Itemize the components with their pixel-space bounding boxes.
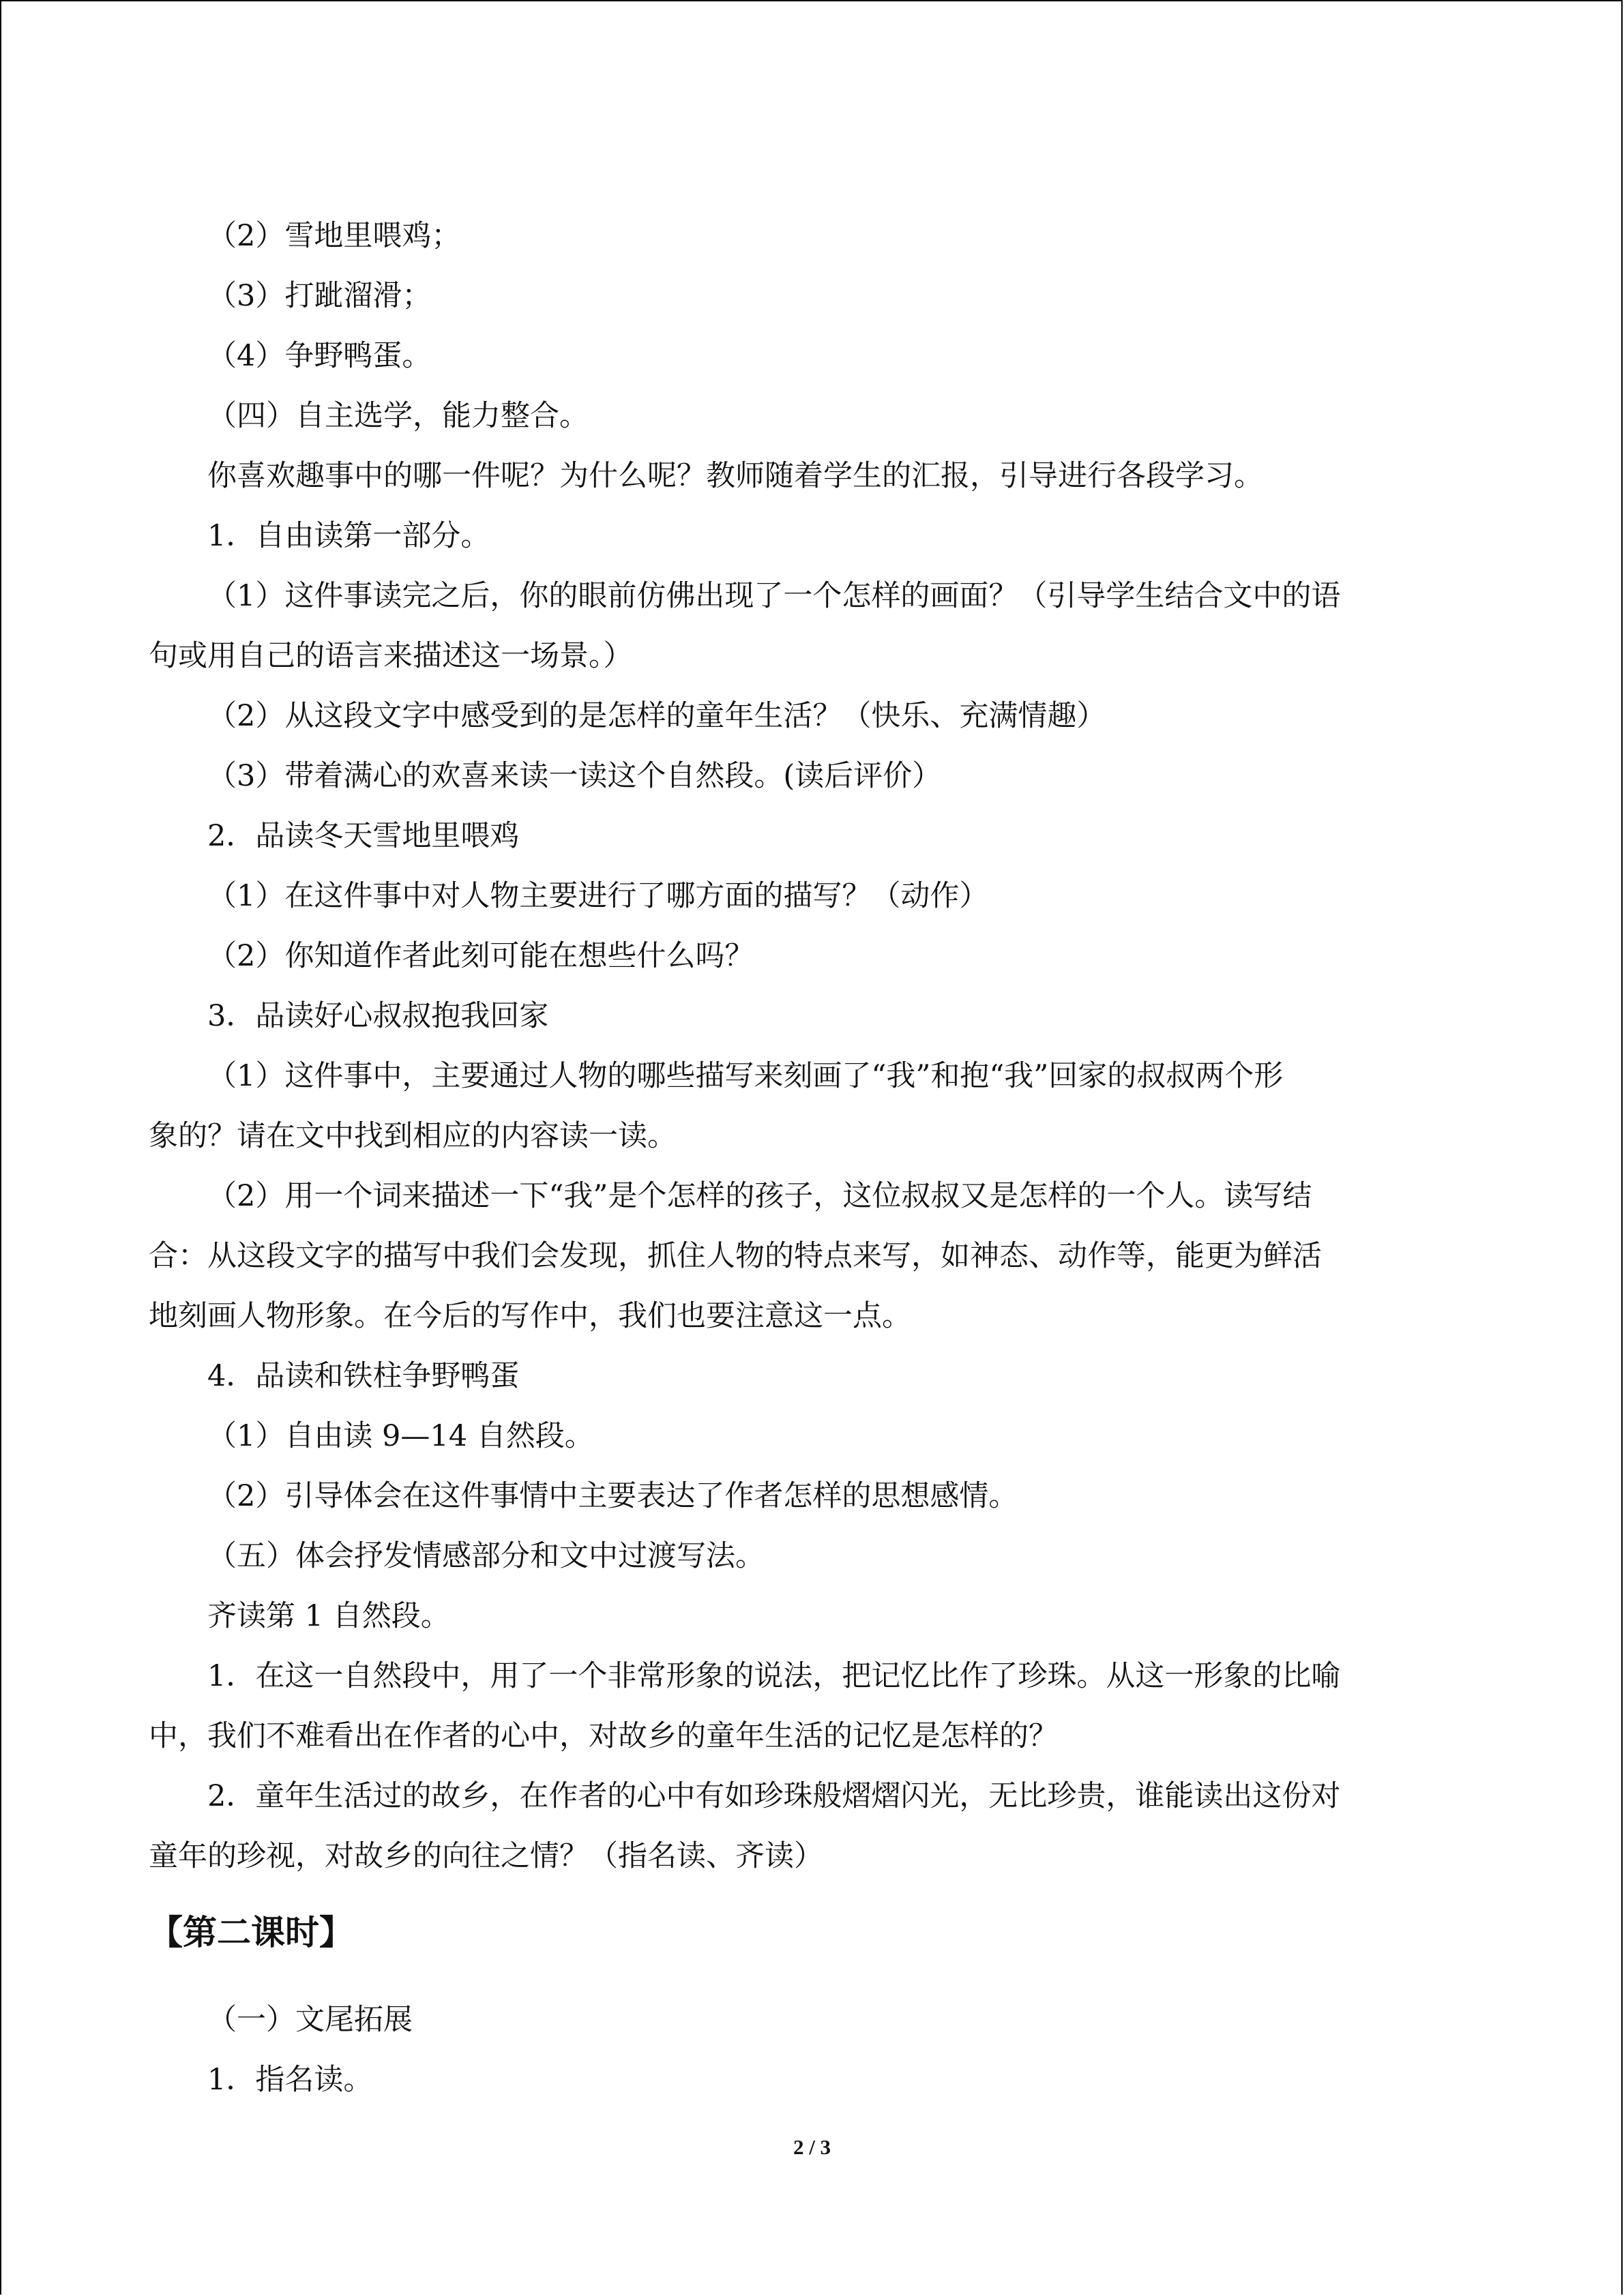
text-line: 1．在这一自然段中，用了一个非常形象的说法，把记忆比作了珍珠。从这一形象的比喻 [207, 1659, 1341, 1693]
page-number: 2 / 3 [793, 2135, 831, 2159]
text-line: （2）引导体会在这件事情中主要表达了作者怎样的思想感情。 [207, 1479, 1018, 1513]
text-line: （2）用一个词来描述一下“我”是个怎样的孩子，这位叔叔又是怎样的一个人。读写结 [207, 1179, 1312, 1213]
text-line: 合：从这段文字的描写中我们会发现，抓住人物的特点来写，如神态、动作等，能更为鲜活 [149, 1239, 1322, 1273]
text-line: 象的？请在文中找到相应的内容读一读。 [149, 1119, 677, 1153]
text-line: （2）你知道作者此刻可能在想些什么吗？ [207, 939, 754, 973]
text-line: 句或用自己的语言来描述这一场景。） [149, 639, 633, 673]
text-line: 4．品读和铁柱争野鸭蛋 [207, 1359, 520, 1393]
text-line: 童年的珍视，对故乡的向往之情？（指名读、齐读） [149, 1839, 823, 1873]
text-line: （3）打跐溜滑； [207, 279, 432, 313]
text-line: （2）雪地里喂鸡； [207, 219, 461, 253]
text-line: 中，我们不难看出在作者的心中，对故乡的童年生活的记忆是怎样的？ [149, 1719, 1058, 1753]
text-line: 1．指名读。 [207, 2063, 373, 2097]
text-line: 地刻画人物形象。在今后的写作中，我们也要注意这一点。 [149, 1299, 911, 1333]
text-line: 2．品读冬天雪地里喂鸡 [207, 819, 520, 853]
text-line: （1）这件事读完之后，你的眼前仿佛出现了一个怎样的画面？（引导学生结合文中的语 [207, 579, 1341, 613]
text-line: （1）在这件事中对人物主要进行了哪方面的描写？（动作） [207, 879, 989, 913]
document-body [149, 206, 1475, 2110]
text-line: 齐读第 1 自然段。 [207, 1599, 450, 1633]
text-line: 2．童年生活过的故乡，在作者的心中有如珍珠般熠熠闪光，无比珍贵，谁能读出这份对 [207, 1779, 1341, 1813]
text-line: （1）自由读 9—14 自然段。 [207, 1419, 594, 1453]
text-line: （1）这件事中，主要通过人物的哪些描写来刻画了“我”和抱“我”回家的叔叔两个形 [207, 1059, 1284, 1093]
text-line: 1．自由读第一部分。 [207, 519, 490, 553]
text-line: （4）争野鸭蛋。 [207, 339, 432, 373]
section-heading: 【第二课时】 [149, 1913, 353, 1952]
text-line: （3）带着满心的欢喜来读一读这个自然段。(读后评价） [207, 759, 942, 793]
text-line: （2）从这段文字中感受到的是怎样的童年生活？（快乐、充满情趣） [207, 699, 1106, 733]
text-line: （四）自主选学，能力整合。 [207, 399, 589, 433]
text-line: （五）体会抒发情感部分和文中过渡写法。 [207, 1539, 765, 1573]
text-line: 3．品读好心叔叔抱我回家 [207, 999, 549, 1033]
text-line: （一）文尾拓展 [207, 2003, 413, 2037]
text-line: 你喜欢趣事中的哪一件呢？为什么呢？教师随着学生的汇报，引导进行各段学习。 [207, 459, 1263, 493]
